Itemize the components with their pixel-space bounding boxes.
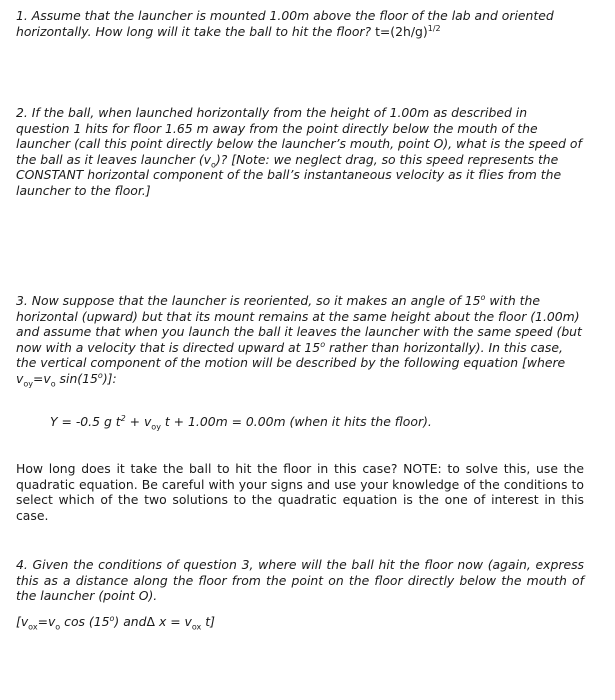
question-1-text: 1. Assume that the launcher is mounted 1.00m above the floor of the lab and oriented horizontally. How long will it take the ball to hit the floor? (16, 8, 554, 39)
question-1 (16, 8, 584, 39)
subscript-o: o (211, 160, 216, 170)
subscript-ox: ox (191, 622, 202, 632)
question-3-text-e: sin(15 (55, 370, 98, 386)
question-3-text-a: 3. Now suppose that the launcher is reoriented, so it makes an angle of 15 (16, 293, 481, 308)
degree-sup: o (97, 370, 103, 380)
question-4-text: 4. Given the conditions of question 3, where will the ball hit the floor now (again, express this as a distance along the floor from the point on the floor directly below the mouth of the launcher (point O). (16, 557, 584, 604)
question-3-text-b: with the horizontal (upward) but that its mount remains at the same height about the floor (1.00m) and assume that when you launch the ball it leaves the launcher with the same speed (but now with a velocity that is directed upward at 15 (16, 293, 582, 355)
question-3-text-d: =v (32, 370, 51, 386)
subscript-ox: ox (28, 622, 38, 632)
degree-sup: o (109, 613, 115, 623)
delta-symbol: Δ (146, 613, 155, 629)
question-3-followup (16, 461, 584, 523)
subscript-oy: oy (23, 379, 33, 389)
subscript-o: o (50, 379, 56, 389)
question-2-text-b: )? [Note: we neglect drag, so this speed represents the CONSTANT horizontal component of the ball’s instantaneous velocity as it flies from the launcher to the floor.] (16, 151, 562, 198)
subscript-o: o (55, 622, 61, 632)
question-4-formula: [$v_{ox}=v_o$ cos (15$^o$) andΔ $x = v_{ox}$ t] (16, 613, 215, 632)
question-1-formula: $t=(2h/g)^{1/2}$ (375, 23, 441, 39)
question-3-followup-text: How long does it take the ball to hit the floor in this case? NOTE: to solve this, use the quadratic equation. Be careful with your signs and use your knowledge of the conditions to select which of the two solutions to the quadratic equation is the one of interest in this case. (16, 461, 584, 523)
question-4 (16, 557, 584, 632)
question-2-text-a: 2. If the ball, when launched horizontally from the height of 1.00m as described in question 1 hits for floor 1.65 m away from the point directly below the mouth of the launcher (call this point directly below the launcher’s mouth, point O), what is the speed of the ball as it leaves launcher (v (16, 105, 582, 167)
subscript-oy: oy (151, 422, 161, 432)
question-3-text-f: )]: (102, 370, 117, 386)
squared-sup: 2 (120, 413, 126, 423)
vertical-motion-equation: Y = -0.5 g $t^2 + v_{oy}$ t + 1.00m = 0.00m (when it hits the floor). (50, 413, 432, 432)
degree-sup: o (480, 292, 486, 302)
question-3 (16, 293, 584, 387)
degree-sup: o (320, 339, 326, 349)
question-3-text-c: rather than horizontally). In this case, the vertical component of the motion will be described by the following equation [where v (16, 339, 566, 386)
question-2 (16, 105, 584, 199)
